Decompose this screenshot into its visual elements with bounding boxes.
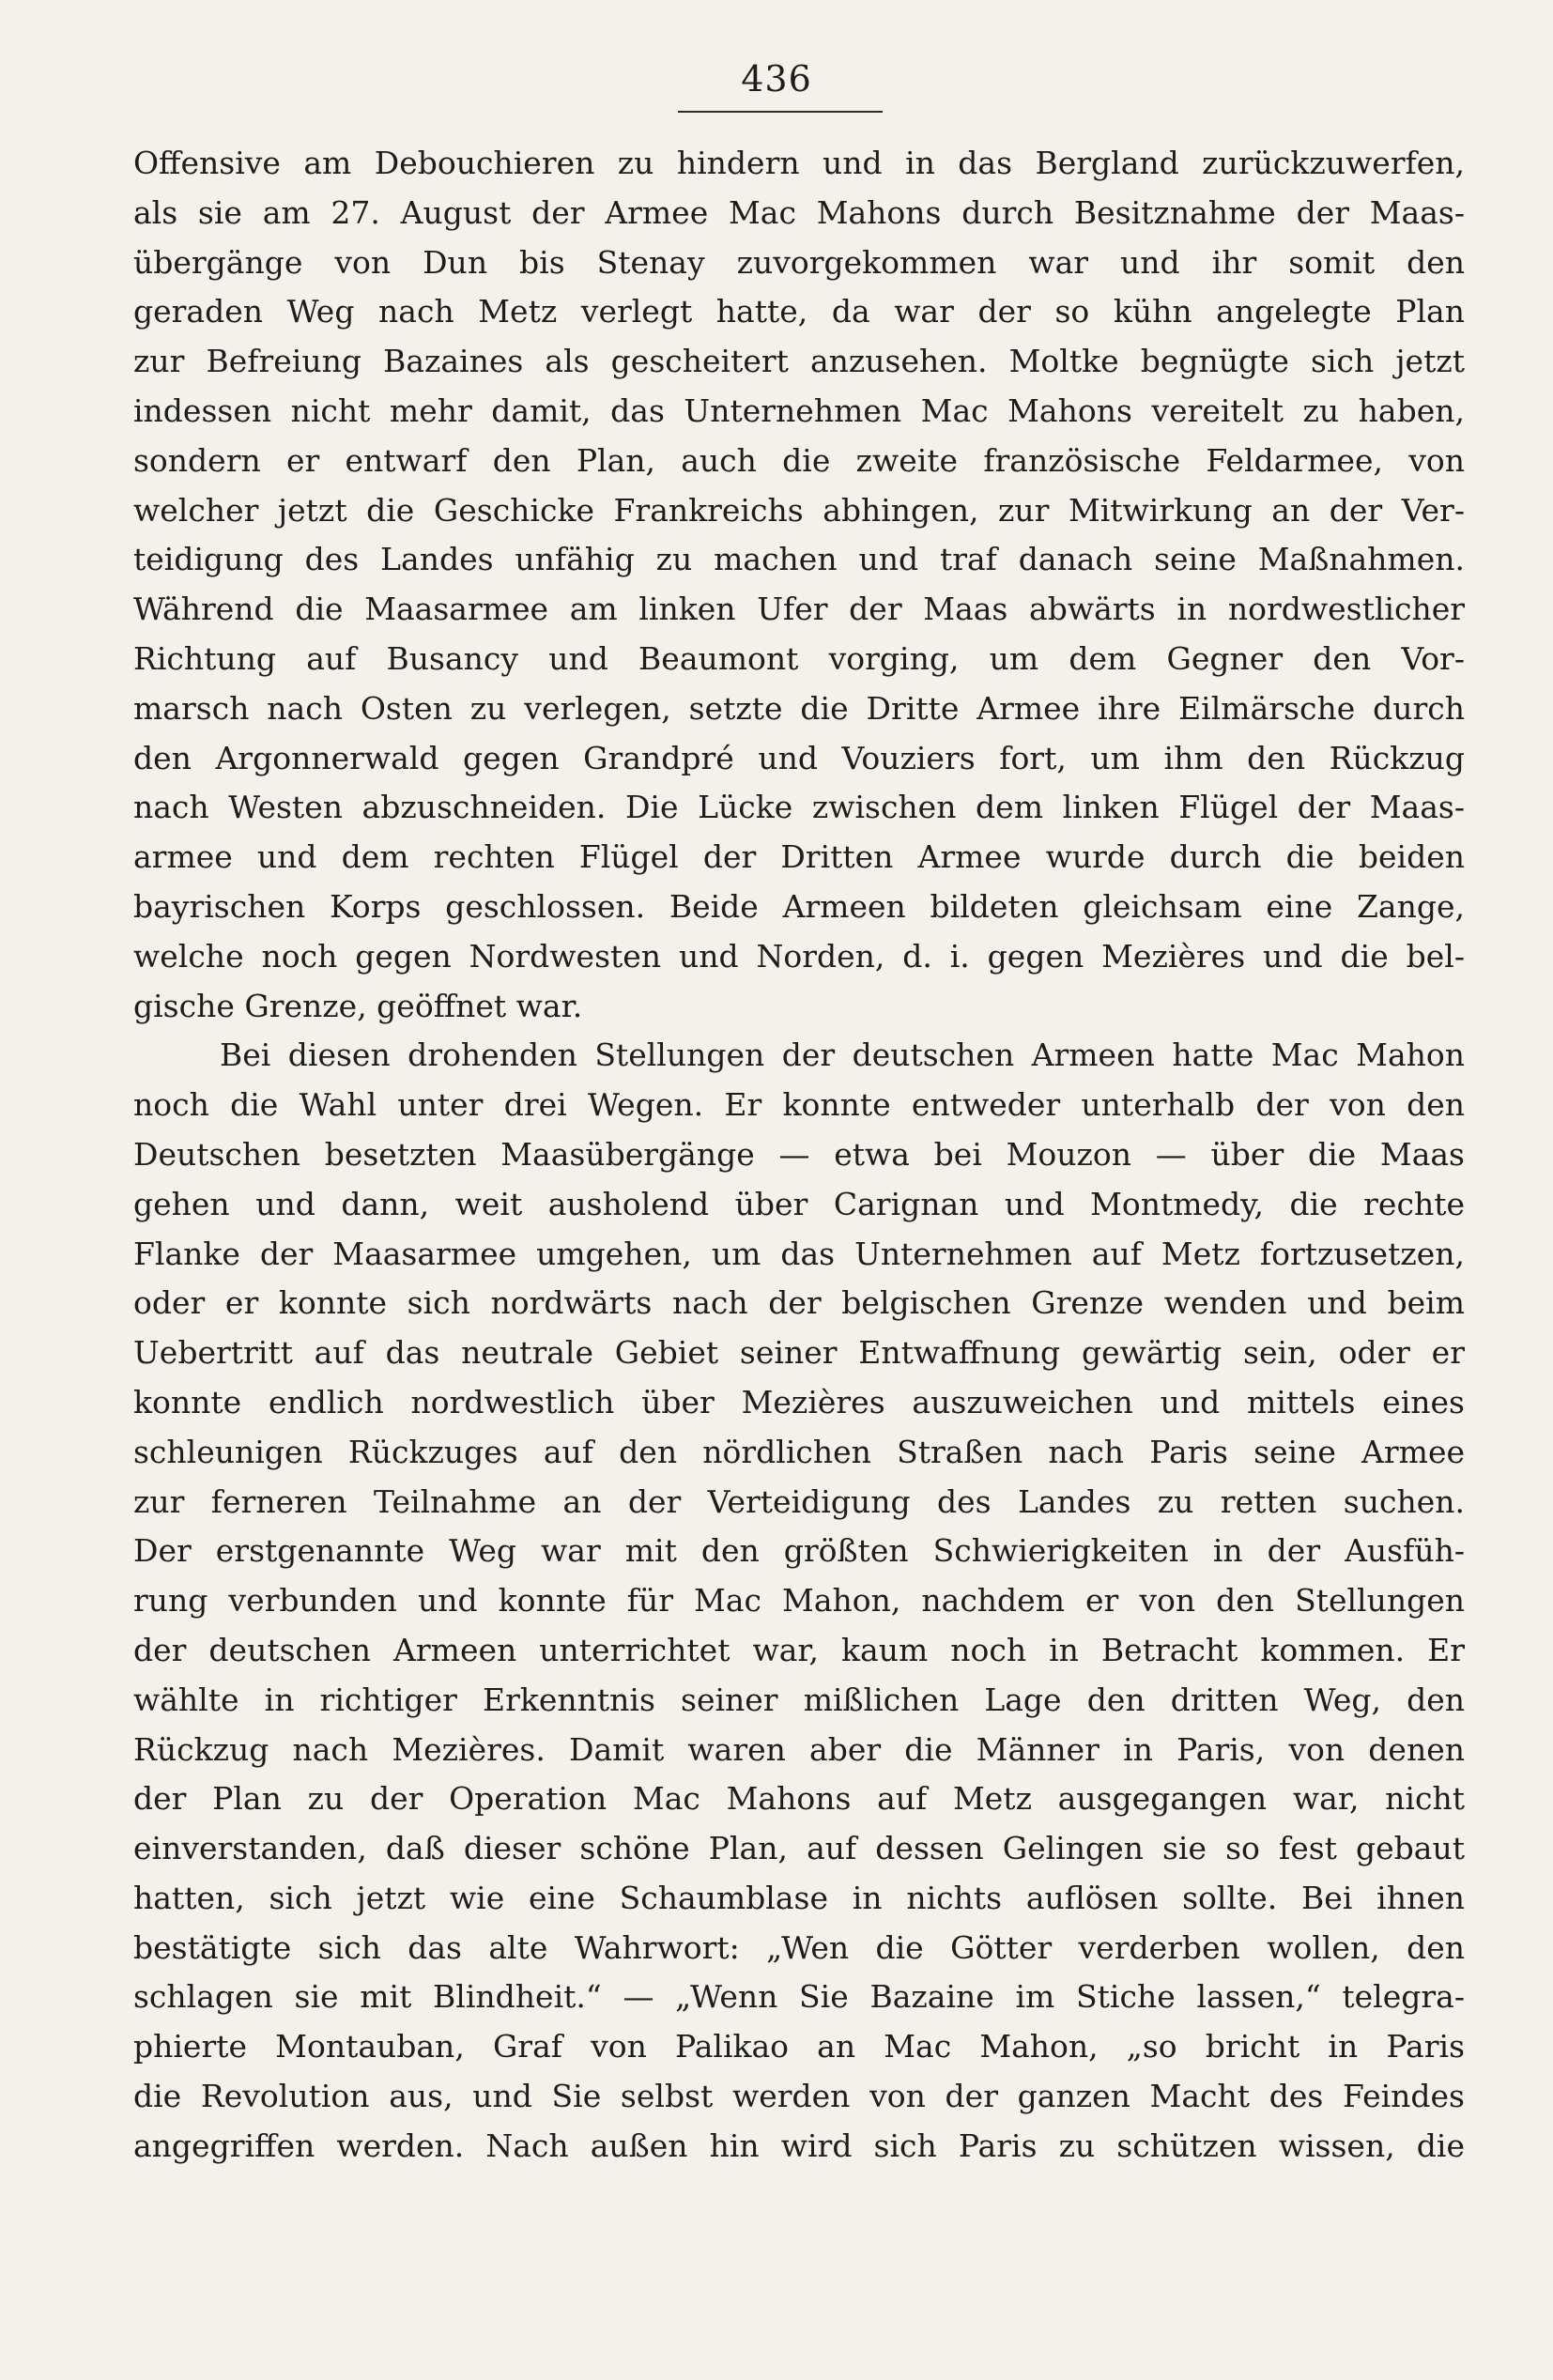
text-line: welche noch gegen Nordwesten und Norden, d. i. gegen Mezières und die bel- — [133, 937, 1465, 975]
text-line: indessen nicht mehr damit, das Unternehmen Mac Mahons vereitelt zu haben, — [133, 392, 1465, 429]
text-line: Offensive am Debouchieren zu hindern und in das Bergland zurückzuwerfen, — [133, 145, 1465, 181]
text-line: nach Westen abzuschneiden. Die Lücke zwischen dem linken Flügel der Maas- — [133, 789, 1465, 826]
text-line: den Argonnerwald gegen Grandpré und Vouziers fort, um ihm den Rückzug — [133, 739, 1465, 776]
text-line: zur Befreiung Bazaines als gescheitert anzusehen. Moltke begnügte sich jetzt — [133, 343, 1465, 380]
text-line: Während die Maasarmee am linken Ufer der Maas abwärts in nordwestlicher — [133, 591, 1465, 628]
text-line: schleunigen Rückzuges auf den nördlichen Straßen nach Paris seine Armee — [133, 1433, 1465, 1470]
text-line: der Plan zu der Operation Mac Mahons auf Metz ausgegangen war, nicht — [133, 1780, 1465, 1818]
text-line: der deutschen Armeen unterrichtet war, kaum noch in Betracht kommen. Er — [133, 1631, 1465, 1668]
text-line: sondern er entwarf den Plan, auch die zweite französische Feldarmee, von — [133, 441, 1465, 479]
text-line: armee und dem rechten Flügel der Dritten Armee wurde durch die beiden — [133, 838, 1465, 876]
text-line: phierte Montauban, Graf von Palikao an Mac Mahon, „so bricht in Paris — [133, 2028, 1465, 2065]
text-line: wählte in richtiger Erkenntnis seiner mißlichen Lage den dritten Weg, den — [133, 1681, 1465, 1718]
text-line: Richtung auf Busancy und Beaumont vorging, um dem Gegner den Vor- — [133, 639, 1465, 677]
text-line: konnte endlich nordwestlich über Mezières auszuweichen und mittels eines — [133, 1383, 1465, 1420]
text-line: marsch nach Osten zu verlegen, setzte die Dritte Armee ihre Eilmärsche durch — [133, 689, 1465, 727]
text-line: noch die Wahl unter drei Wegen. Er konnte entweder unterhalb der von den — [133, 1086, 1465, 1124]
paragraph-start-line: Bei diesen drohenden Stellungen der deutschen Armeen hatte Mac Mahon — [220, 1036, 1465, 1074]
text-line: übergänge von Dun bis Stenay zuvorgekommen war und ihr somit den — [133, 243, 1465, 281]
text-line: die Revolution aus, und Sie selbst werden von der ganzen Macht des Feindes — [133, 2078, 1465, 2115]
text-line: hatten, sich jetzt wie eine Schaumblase in nichts auflösen sollte. Bei ihnen — [133, 1879, 1465, 1916]
text-line: Rückzug nach Mezières. Damit waren aber die Männer in Paris, von denen — [133, 1730, 1465, 1768]
page-number: 436 — [741, 58, 812, 100]
text-line: einverstanden, daß dieser schöne Plan, auf dessen Gelingen sie so fest gebaut — [133, 1830, 1465, 1867]
text-line: Deutschen besetzten Maasübergänge — etwa bei Mouzon — über die Maas — [133, 1135, 1465, 1173]
text-line: gehen und dann, weit ausholend über Carignan und Montmedy, die rechte — [133, 1185, 1465, 1222]
text-line: oder er konnte sich nordwärts nach der belgischen Grenze wenden und beim — [133, 1284, 1465, 1322]
text-line: welcher jetzt die Geschicke Frankreichs abhingen, zur Mitwirkung an der Ver- — [133, 491, 1465, 529]
paragraph-end-line: gische Grenze, geöffnet war. — [133, 987, 583, 1024]
text-line: schlagen sie mit Blindheit.“ — „Wenn Sie Bazaine im Stiche lassen,“ telegra- — [133, 1978, 1465, 2016]
text-line: angegriffen werden. Nach außen hin wird sich Paris zu schützen wissen, die — [133, 2127, 1465, 2164]
text-line: teidigung des Landes unfähig zu machen und traf danach seine Maßnahmen. — [133, 541, 1465, 578]
text-line: bayrischen Korps geschlossen. Beide Armeen bildeten gleichsam eine Zange, — [133, 887, 1465, 925]
text-line: zur ferneren Teilnahme an der Verteidigung des Landes zu retten suchen. — [133, 1482, 1465, 1520]
header-rule — [678, 111, 883, 113]
body-text — [133, 139, 1465, 2172]
text-line: Flanke der Maasarmee umgehen, um das Unternehmen auf Metz fortzusetzen, — [133, 1235, 1465, 1272]
text-line: Der erstgenannte Weg war mit den größten Schwierigkeiten in der Ausfüh- — [133, 1532, 1465, 1570]
text-line: geraden Weg nach Metz verlegt hatte, da war der so kühn angelegte Plan — [133, 293, 1465, 330]
text-line: rung verbunden und konnte für Mac Mahon, nachdem er von den Stellungen — [133, 1582, 1465, 1620]
text-line: bestätigte sich das alte Wahrwort: „Wen die Götter verderben wollen, den — [133, 1928, 1465, 1966]
text-line: als sie am 27. August der Armee Mac Mahons durch Besitznahme der Maas- — [133, 193, 1465, 231]
text-line: Uebertritt auf das neutrale Gebiet seiner Entwaffnung gewärtig sein, oder er — [133, 1334, 1465, 1372]
